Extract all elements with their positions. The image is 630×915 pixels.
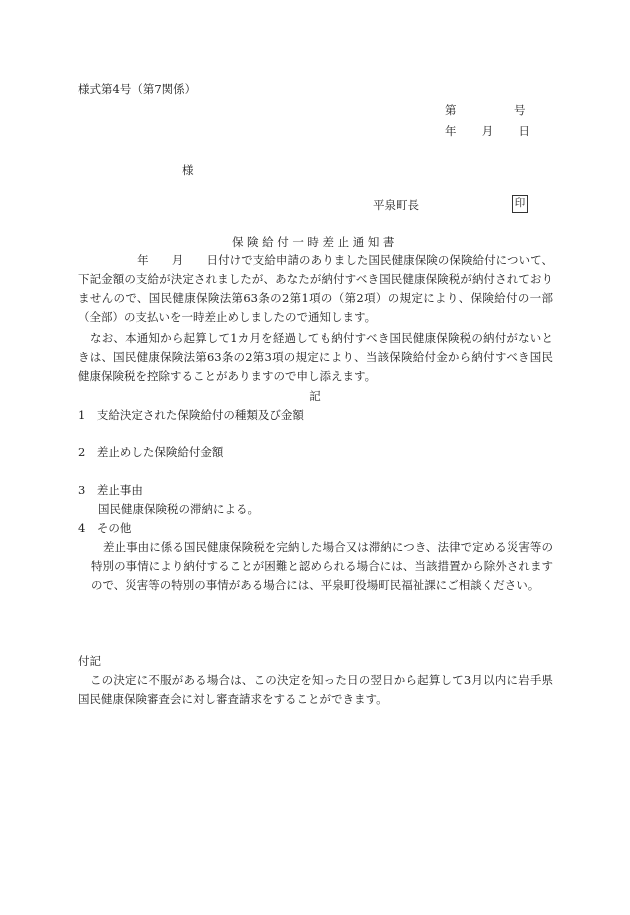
date-line [445, 122, 530, 141]
date-month: 月 [481, 124, 494, 138]
number-suffix: 号 [514, 103, 526, 117]
item-3-body: 国民健康保険税の滞納による。 [98, 502, 259, 516]
seal-mark: 印 [512, 195, 528, 213]
date-year: 年 [445, 124, 457, 138]
form-number: 様式第4号（第7関係） [78, 82, 197, 96]
item-4: 4 その他 [78, 521, 132, 535]
document-title: 保険給付一時差止通知書 [231, 235, 399, 249]
item-1: 1 支給決定された保険給付の種類及び金額 [78, 408, 304, 422]
supplement-text: この決定に不服がある場合は、この決定を知った日の翌日から起算して3月以内に岩手県国民健康保険審査会に対し審査請求をすることができます。 [78, 673, 553, 706]
addressee-suffix: 様 [182, 163, 194, 177]
supplement-label: 付記 [78, 654, 101, 668]
body-paragraph-1: 年 月 日付けで支給申請のありました国民健康保険の保険給付について、下記金額の支給が決定されましたが、あなたが納付すべき国民健康保険税が納付されておりませんので、国民健康保険法第63条の2第1項の（第2項）の規定により、保険給付の一部（全部）の支払いを一時差止めしましたので通知します。 [78, 253, 553, 324]
item-2: 2 差止めした保険給付金額 [78, 445, 224, 459]
number-prefix: 第 [445, 103, 457, 117]
item-4-body: 差止事由に係る国民健康保険税を完納した場合又は滞納につき、法律で定める災害等の特別の事情により納付することが困難と認められる場合には、当該措置から除外されますので、災害等の特別の事情がある場合には、平泉町役場町民福祉課にご相談ください。 [91, 540, 553, 592]
date-day: 日 [518, 124, 530, 138]
item-3: 3 差止事由 [78, 483, 143, 497]
issuer-name: 平泉町長 [373, 198, 419, 212]
ki-heading: 記 [309, 389, 321, 403]
body-paragraph-2: なお、本通知から起算して1カ月を経過しても納付すべき国民健康保険税の納付がないときは、国民健康保険法第63条の2第3項の規定により、当該保険給付金から納付すべき国民健康保険税を控除することがありますので申し添えます。 [78, 331, 553, 383]
